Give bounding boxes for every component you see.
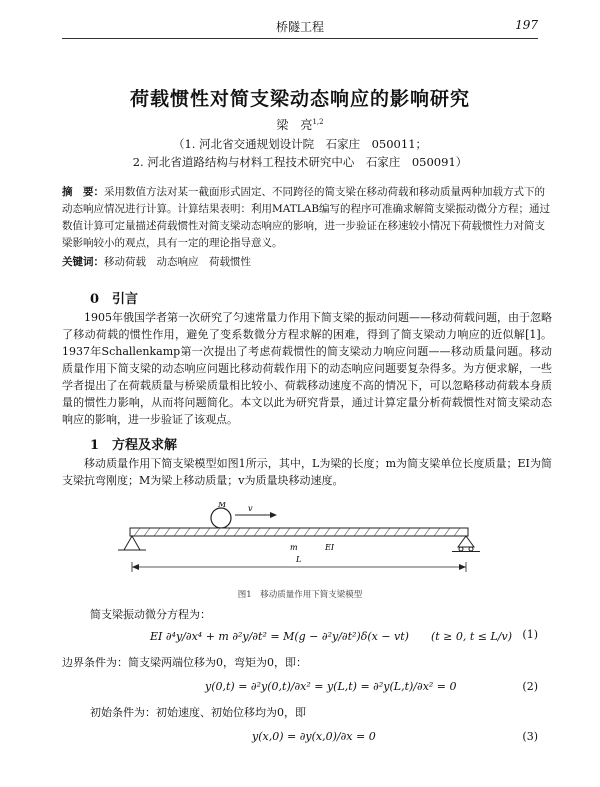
- section-title-equations: 1 方程及求解: [90, 438, 178, 453]
- equation-2-number: (2): [522, 680, 538, 693]
- pin-support-icon: [124, 536, 140, 550]
- author-name: 梁 亮: [276, 118, 313, 132]
- abstract-text: 采用数值方法对某一截面形式固定、不同跨径的简支梁在移动荷载和移动质量两种加载方式下的动态响应情况进行计算。计算结果表明：利用MATLAB编写的程序可准确求解简支梁振动微分方程；通过数值计算可定量描述荷载惯性对简支梁动态响应的影响，进一步验证在移速较小情况下荷载惯性力对简支梁影响较小的观点，具有一定的理论指导意义。: [62, 186, 551, 249]
- author-sup: 1,2: [312, 118, 324, 126]
- roller-wheel-icon: [469, 547, 473, 551]
- section-body-equations: 移动质量作用下简支梁模型如图1所示，其中，L为梁的长度；m为简支梁单位长度质量；EI为简支梁抗弯刚度；M为梁上移动质量；v为质量块移动速度。: [62, 457, 552, 487]
- eq1-intro: 简支梁振动微分方程为：: [90, 608, 211, 621]
- equation-1-number: (1): [522, 628, 538, 641]
- dim-arrow-left-icon: [132, 564, 139, 570]
- affiliation-1: （1. 河北省交通规划设计院 石家庄 050011；: [172, 137, 428, 151]
- label-span: L: [296, 555, 302, 564]
- velocity-arrowhead-icon: [270, 512, 277, 518]
- eq2-intro: 边界条件为：简支梁两端位移为0，弯矩为0，即：: [62, 656, 307, 669]
- label-mass: M: [218, 502, 227, 509]
- equation-1: EI ∂⁴y/∂x⁴ + m ∂²y/∂t² = M(g − ∂²y/∂t²)δ(x − vt) (t ≥ 0, t ≤ L/v): [150, 630, 513, 643]
- abstract: [62, 184, 552, 252]
- header-rule: [62, 38, 538, 39]
- keywords-label: 关键词：: [62, 256, 104, 268]
- figure-caption: 图1 移动质量作用下简支梁模型: [237, 590, 363, 600]
- keywords: [62, 254, 552, 271]
- equation-2: y(0,t) = ∂²y(0,t)/∂x² = y(L,t) = ∂²y(L,t)/∂x² = 0: [205, 680, 457, 693]
- figure-1-diagram: [110, 502, 490, 584]
- roller-wheel-icon: [459, 547, 463, 551]
- section-body-intro: 1905年俄国学者第一次研究了匀速常量力作用下简支梁的振动问题——移动荷载问题，由于忽略了移动荷载的惯性作用，避免了变系数微分方程求解的困难，得到了简支梁动力响应的近似解[1]。1937年Schallenkamp第一次提出了考虑荷载惯性的简支梁动力响应问题——移动质量问题。移动质量作用下简支梁的动态响应问题比移动荷载作用下的动态响应问题要复杂得多。为方便求解，一些学者提出了在荷载质量与桥梁质量相比较小、荷载移动速度不高的情况下，可以忽略移动荷载本身质量的惯性力影响，从而将问题简化。本文以此为研究背景，通过计算定量分析荷载惯性对简支梁动态响应的影响，进一步验证了该观点。: [62, 311, 552, 426]
- label-unit-mass: m: [290, 543, 298, 552]
- eq3-intro: 初始条件为：初始速度、初始位移均为0，即: [90, 706, 306, 719]
- author: [0, 116, 600, 133]
- journal-section: 桥隧工程: [275, 20, 324, 34]
- label-stiffness: EI: [325, 543, 334, 552]
- equation-3-number: (3): [522, 730, 538, 743]
- equation-3: y(x,0) = ∂y(x,0)/∂x = 0: [252, 730, 376, 743]
- moving-mass-icon: [211, 508, 231, 528]
- abstract-label: 摘 要：: [62, 186, 104, 198]
- roller-support-icon: [458, 536, 474, 547]
- label-velocity: v: [248, 504, 253, 513]
- dim-arrow-right-icon: [459, 564, 466, 570]
- keywords-text: 移动荷载 动态响应 荷载惯性: [104, 256, 251, 268]
- paper-title: 荷载惯性对简支梁动态响应的影响研究: [129, 88, 470, 110]
- page-number: 197: [515, 18, 538, 32]
- section-title-intro: 0 引言: [90, 292, 139, 307]
- affiliation-2: 2. 河北省道路结构与材料工程技术研究中心 石家庄 050091）: [132, 155, 468, 169]
